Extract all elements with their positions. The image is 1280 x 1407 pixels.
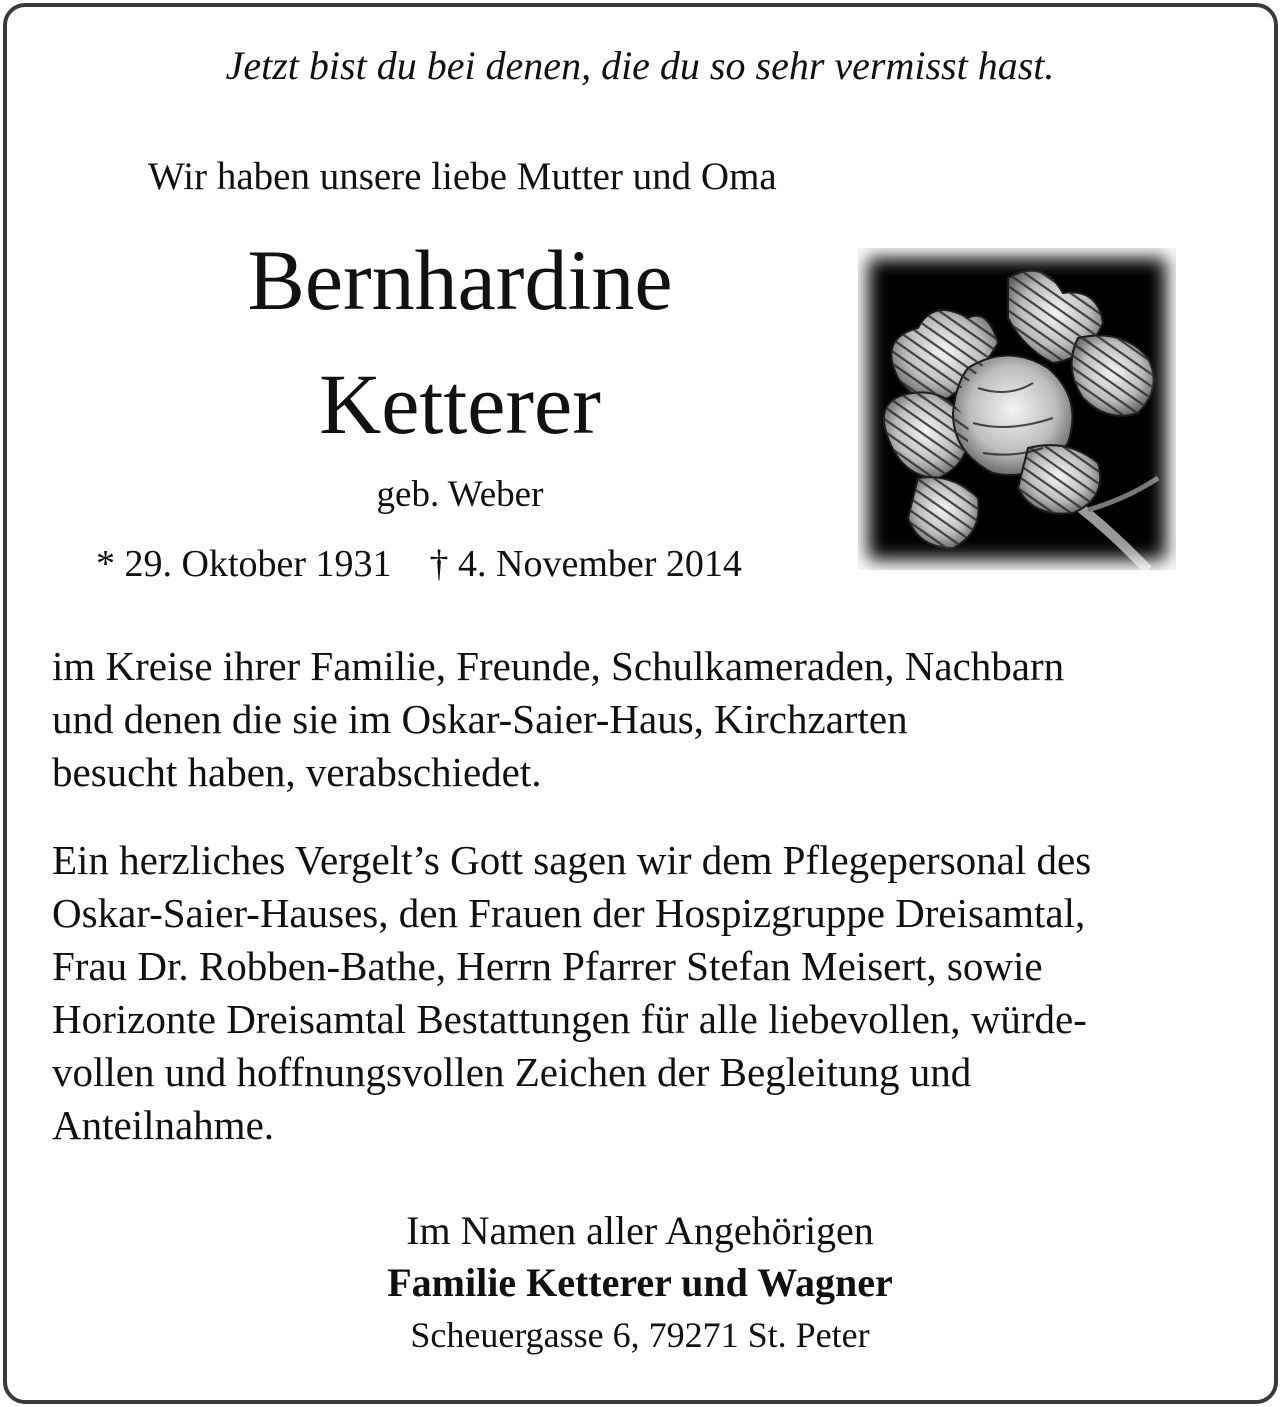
farewell-line: im Kreise ihrer Familie, Freunde, Schulkameraden, Nachbarn [52, 643, 1065, 689]
maiden-name: geb. Weber [376, 474, 544, 515]
death-date: † 4. November 2014 [429, 543, 742, 585]
life-dates [96, 538, 742, 590]
thanks-line: Horizonte Dreisamtal Bestattungen für alle liebevollen, würde- [52, 996, 1087, 1042]
birth-date: * 29. Oktober 1931 [96, 543, 392, 585]
farewell-paragraph [52, 640, 1252, 799]
farewell-line: besucht haben, verabschiedet. [52, 749, 542, 795]
flower-image [858, 248, 1176, 570]
thanks-line: Ein herzliches Vergelt’s Gott sagen wir dem Pflegepersonal des [52, 837, 1092, 883]
thanks-line: vollen und hoffnungsvollen Zeichen der Begleitung und [52, 1049, 972, 1095]
thanks-paragraph [52, 834, 1252, 1152]
intro-line: Wir haben unsere liebe Mutter und Oma [148, 155, 777, 198]
carnation-flower-icon [858, 248, 1176, 570]
thanks-line: Frau Dr. Robben-Bathe, Herrn Pfarrer Stefan Meisert, sowie [52, 943, 1043, 989]
deceased-last-name: Ketterer [319, 356, 601, 452]
signature-family: Familie Ketterer und Wagner [387, 1260, 893, 1305]
motto-line: Jetzt bist du bei denen, die du so sehr vermisst hast. [225, 43, 1055, 88]
signature-intro: Im Namen aller Angehörigen [406, 1208, 874, 1253]
thanks-line: Anteilnahme. [52, 1102, 275, 1148]
deceased-first-name: Bernhardine [247, 232, 673, 328]
farewell-line: und denen die sie im Oskar-Saier-Haus, Kirchzarten [52, 696, 908, 742]
signature-address: Scheuergasse 6, 79271 St. Peter [410, 1315, 870, 1355]
thanks-line: Oskar-Saier-Hauses, den Frauen der Hospizgruppe Dreisamtal, [52, 890, 1086, 936]
